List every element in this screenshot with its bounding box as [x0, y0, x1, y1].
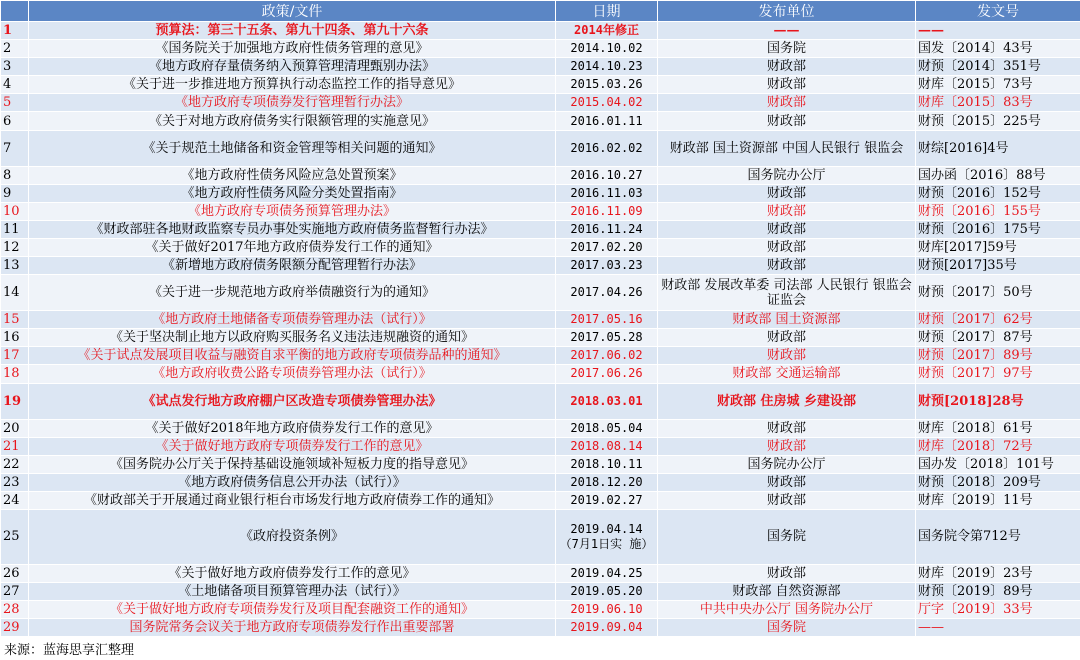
policy-title: 《关于进一步规范地方政府举债融资行为的通知》 [29, 275, 556, 311]
row-number: 9 [1, 184, 29, 202]
doc-number: —— [916, 22, 1080, 40]
row-number: 21 [1, 437, 29, 455]
row-number: 29 [1, 619, 29, 637]
table-row [1, 130, 1080, 166]
policy-date: 2019.06.10 [556, 601, 658, 619]
doc-number: —— [916, 619, 1080, 637]
row-number: 27 [1, 583, 29, 601]
policy-title: 《地方政府性债务风险应急处置预案》 [29, 166, 556, 184]
doc-number: 财预〔2019〕89号 [916, 583, 1080, 601]
policy-date: 2017.05.28 [556, 329, 658, 347]
issuer: 国务院办公厅 [658, 455, 916, 473]
doc-number: 财库〔2015〕83号 [916, 94, 1080, 112]
doc-number: 国办函〔2016〕88号 [916, 166, 1080, 184]
table-row [1, 419, 1080, 437]
issuer: 财政部 国土资源部 [658, 311, 916, 329]
policy-date: 2019.09.04 [556, 619, 658, 637]
table-row [1, 58, 1080, 76]
table-row [1, 202, 1080, 220]
policy-title: 《关于规范土地储备和资金管理等相关问题的通知》 [29, 130, 556, 166]
table-row [1, 365, 1080, 383]
table-row [1, 564, 1080, 582]
doc-number: 财综[2016]4号 [916, 130, 1080, 166]
row-number: 8 [1, 166, 29, 184]
policy-date: 2014年修正 [556, 22, 658, 40]
issuer: —— [658, 22, 916, 40]
policy-title: 《地方政府专项债券发行管理暂行办法》 [29, 94, 556, 112]
issuer: 财政部 自然资源部 [658, 583, 916, 601]
row-number: 23 [1, 473, 29, 491]
header-issuer: 发布单位 [658, 1, 916, 22]
table-row [1, 437, 1080, 455]
policy-date: 2016.02.02 [556, 130, 658, 166]
policy-date: 2016.11.03 [556, 184, 658, 202]
policy-date: 2018.08.14 [556, 437, 658, 455]
doc-number: 财预〔2016〕155号 [916, 202, 1080, 220]
issuer: 财政部 [658, 94, 916, 112]
row-number: 26 [1, 564, 29, 582]
issuer: 财政部 [658, 473, 916, 491]
doc-number: 财预〔2015〕225号 [916, 112, 1080, 130]
policy-title: 《地方政府收费公路专项债券管理办法（试行）》 [29, 365, 556, 383]
header-number [1, 1, 29, 22]
policy-date: 2016.11.09 [556, 202, 658, 220]
table-row [1, 184, 1080, 202]
issuer: 财政部 [658, 419, 916, 437]
row-number: 14 [1, 275, 29, 311]
policy-title: 《地方政府土地储备专项债券管理办法（试行）》 [29, 311, 556, 329]
row-number: 18 [1, 365, 29, 383]
doc-number: 财预〔2016〕175号 [916, 220, 1080, 238]
issuer: 财政部 国土资源部 中国人民银行 银监会 [658, 130, 916, 166]
table-row [1, 583, 1080, 601]
table-body [1, 22, 1080, 637]
issuer: 财政部 [658, 112, 916, 130]
row-number: 16 [1, 329, 29, 347]
header-row [1, 1, 1080, 22]
issuer: 国务院 [658, 619, 916, 637]
policy-title: 国务院常务会议关于地方政府专项债券发行作出重要部署 [29, 619, 556, 637]
issuer: 财政部 [658, 184, 916, 202]
policy-date: 2016.10.27 [556, 166, 658, 184]
issuer: 财政部 [658, 238, 916, 256]
doc-number: 财预〔2017〕87号 [916, 329, 1080, 347]
header-policy: 政策/文件 [29, 1, 556, 22]
policy-date: 2017.03.23 [556, 257, 658, 275]
policy-date: 2018.05.04 [556, 419, 658, 437]
doc-number: 国务院令第712号 [916, 509, 1080, 564]
policy-title: 《关于做好地方政府专项债券发行工作的意见》 [29, 437, 556, 455]
policy-title: 《关于做好2017年地方政府债券发行工作的通知》 [29, 238, 556, 256]
policy-title: 《财政部关于开展通过商业银行柜台市场发行地方政府债券工作的通知》 [29, 491, 556, 509]
issuer: 财政部 [658, 257, 916, 275]
doc-number: 财预〔2017〕50号 [916, 275, 1080, 311]
doc-number: 财预〔2017〕62号 [916, 311, 1080, 329]
row-number: 25 [1, 509, 29, 564]
policy-date: 2019.05.20 [556, 583, 658, 601]
row-number: 17 [1, 347, 29, 365]
doc-number: 财库〔2015〕73号 [916, 76, 1080, 94]
table-row [1, 455, 1080, 473]
policy-title: 《国务院办公厅关于保持基础设施领域补短板力度的指导意见》 [29, 455, 556, 473]
doc-number: 财预〔2017〕89号 [916, 347, 1080, 365]
issuer: 国务院 [658, 40, 916, 58]
issuer: 财政部 [658, 220, 916, 238]
table-row [1, 166, 1080, 184]
policy-title: 《地方政府存量债务纳入预算管理清理甄别办法》 [29, 58, 556, 76]
policy-title: 《关于进一步推进地方预算执行动态监控工作的指导意见》 [29, 76, 556, 94]
issuer: 财政部 [658, 329, 916, 347]
doc-number: 财库〔2019〕11号 [916, 491, 1080, 509]
issuer: 财政部 [658, 437, 916, 455]
table-row [1, 76, 1080, 94]
table-row [1, 601, 1080, 619]
table-row [1, 220, 1080, 238]
policy-date: 2018.12.20 [556, 473, 658, 491]
policy-date: 2014.10.23 [556, 58, 658, 76]
table-row [1, 275, 1080, 311]
policy-title: 《关于做好2018年地方政府债券发行工作的意见》 [29, 419, 556, 437]
policy-date: 2018.10.11 [556, 455, 658, 473]
row-number: 12 [1, 238, 29, 256]
policy-date: 2015.03.26 [556, 76, 658, 94]
policy-title: 《地方政府专项债务预算管理办法》 [29, 202, 556, 220]
policy-date: 2018.03.01 [556, 383, 658, 419]
table-row [1, 383, 1080, 419]
table-row [1, 473, 1080, 491]
row-number: 28 [1, 601, 29, 619]
policy-title: 《政府投资条例》 [29, 509, 556, 564]
issuer: 财政部 [658, 491, 916, 509]
doc-number: 财库〔2018〕72号 [916, 437, 1080, 455]
table-row [1, 347, 1080, 365]
doc-number: 财预[2017]35号 [916, 257, 1080, 275]
policy-title: 《关于对地方政府债务实行限额管理的实施意见》 [29, 112, 556, 130]
doc-number: 财预〔2017〕97号 [916, 365, 1080, 383]
header-doc-number: 发文号 [916, 1, 1080, 22]
issuer: 财政部 发展改革委 司法部 人民银行 银监会 证监会 [658, 275, 916, 311]
table-row [1, 22, 1080, 40]
row-number: 4 [1, 76, 29, 94]
issuer: 财政部 [658, 347, 916, 365]
table-row [1, 238, 1080, 256]
doc-number: 国办发〔2018〕101号 [916, 455, 1080, 473]
table-row [1, 311, 1080, 329]
policy-date: 2017.02.20 [556, 238, 658, 256]
issuer: 财政部 住房城 乡建设部 [658, 383, 916, 419]
table-row [1, 257, 1080, 275]
doc-number: 财预〔2016〕152号 [916, 184, 1080, 202]
policy-title: 《关于做好地方政府专项债券发行及项目配套融资工作的通知》 [29, 601, 556, 619]
policy-date: 2014.10.02 [556, 40, 658, 58]
row-number: 6 [1, 112, 29, 130]
policy-title: 预算法：第三十五条、第九十四条、第九十六条 [29, 22, 556, 40]
issuer: 财政部 [658, 58, 916, 76]
table-row [1, 619, 1080, 637]
policy-date: 2017.04.26 [556, 275, 658, 311]
row-number: 3 [1, 58, 29, 76]
doc-number: 财库[2017]59号 [916, 238, 1080, 256]
policy-date: 2017.06.02 [556, 347, 658, 365]
policy-title: 《地方政府性债务风险分类处置指南》 [29, 184, 556, 202]
policy-date: 2016.11.24 [556, 220, 658, 238]
policy-title: 《关于坚决制止地方以政府购买服务名义违法违规融资的通知》 [29, 329, 556, 347]
row-number: 24 [1, 491, 29, 509]
policy-title: 《试点发行地方政府棚户区改造专项债券管理办法》 [29, 383, 556, 419]
table-row [1, 329, 1080, 347]
row-number: 5 [1, 94, 29, 112]
table-row [1, 491, 1080, 509]
doc-number: 财预〔2014〕351号 [916, 58, 1080, 76]
policy-date: 2019.04.25 [556, 564, 658, 582]
doc-number: 财库〔2018〕61号 [916, 419, 1080, 437]
issuer: 国务院 [658, 509, 916, 564]
table-row [1, 40, 1080, 58]
issuer: 财政部 [658, 564, 916, 582]
table-row [1, 112, 1080, 130]
row-number: 2 [1, 40, 29, 58]
doc-number: 财库〔2019〕23号 [916, 564, 1080, 582]
policy-title: 《国务院关于加强地方政府性债务管理的意见》 [29, 40, 556, 58]
row-number: 22 [1, 455, 29, 473]
doc-number: 财预〔2018〕209号 [916, 473, 1080, 491]
policy-date: 2015.04.02 [556, 94, 658, 112]
issuer: 财政部 [658, 202, 916, 220]
row-number: 1 [1, 22, 29, 40]
source-note: 来源：蓝海思享汇整理 [0, 637, 1080, 660]
policy-title: 《关于做好地方政府债券发行工作的意见》 [29, 564, 556, 582]
row-number: 15 [1, 311, 29, 329]
issuer: 国务院办公厅 [658, 166, 916, 184]
table-row [1, 509, 1080, 564]
policy-title: 《新增地方政府债务限额分配管理暂行办法》 [29, 257, 556, 275]
policy-title: 《关于试点发展项目收益与融资自求平衡的地方政府专项债券品种的通知》 [29, 347, 556, 365]
header-date: 日期 [556, 1, 658, 22]
policy-date: 2016.01.11 [556, 112, 658, 130]
policy-date: 2017.06.26 [556, 365, 658, 383]
policy-title: 《地方政府债务信息公开办法（试行）》 [29, 473, 556, 491]
policy-title: 《土地储备项目预算管理办法（试行）》 [29, 583, 556, 601]
policy-date: 2019.02.27 [556, 491, 658, 509]
policy-date: 2017.05.16 [556, 311, 658, 329]
row-number: 7 [1, 130, 29, 166]
doc-number: 财预[2018]28号 [916, 383, 1080, 419]
issuer: 财政部 [658, 76, 916, 94]
row-number: 13 [1, 257, 29, 275]
doc-number: 国发〔2014〕43号 [916, 40, 1080, 58]
row-number: 11 [1, 220, 29, 238]
table-row [1, 94, 1080, 112]
issuer: 中共中央办公厅 国务院办公厅 [658, 601, 916, 619]
row-number: 10 [1, 202, 29, 220]
policy-date: 2019.04.14 （7月1日实 施） [556, 509, 658, 564]
policy-title: 《财政部驻各地财政监察专员办事处实施地方政府债务监督暂行办法》 [29, 220, 556, 238]
issuer: 财政部 交通运输部 [658, 365, 916, 383]
row-number: 19 [1, 383, 29, 419]
row-number: 20 [1, 419, 29, 437]
doc-number: 厅字〔2019〕33号 [916, 601, 1080, 619]
